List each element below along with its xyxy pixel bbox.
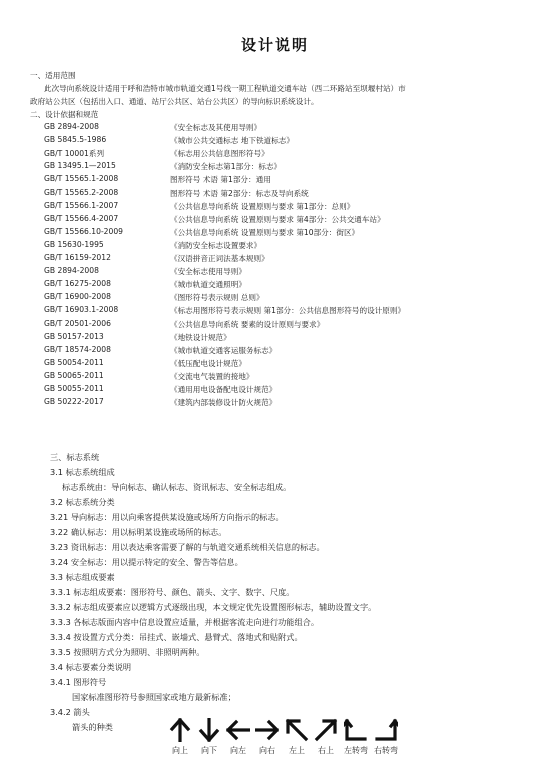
standard-code: GB/T 16159-2012 xyxy=(44,253,111,262)
section1-paragraph-line1: 此次导向系统设计适用于呼和浩特市城市轨道交通1号线一期工程轨道交通车站（西二环路站至坝堰村站）市 xyxy=(44,84,406,93)
standard-name: 《公共信息导向系统 设置原则与要求 第4部分：公共交通车站》 xyxy=(170,214,385,224)
section3-21-text: 3.21 导向标志：用以向乘客提供某设施或场所方向指示的标志。 xyxy=(50,512,284,522)
arrow-up-label: 向上 xyxy=(172,746,188,755)
standard-name: 《公共信息导向系统 设置原则与要求 第10部分：街区》 xyxy=(170,227,360,237)
standard-code: GB/T 20501-2006 xyxy=(44,318,111,328)
standard-code: GB/T 15565.1-2008 xyxy=(44,174,119,184)
section3-1-text: 标志系统由：导向标志、确认标志、资讯标志、安全标志组成。 xyxy=(62,482,292,492)
standard-code: GB/T 18574-2008 xyxy=(44,344,111,354)
arrow-up-left-icon xyxy=(285,718,309,742)
arrow-up-right-icon xyxy=(314,718,338,742)
standard-name: 《标志用图形符号表示规则 第1部分：公共信息图形符号的设计原则》 xyxy=(170,306,406,316)
arrow-left-icon xyxy=(226,718,250,742)
standard-name: 图形符号 术语 第2部分：标志及导向系统 xyxy=(170,188,309,198)
standard-name: 《消防安全标志设置要求》 xyxy=(170,240,262,250)
arrow-left-label: 向左 xyxy=(230,746,246,755)
standard-code: GB 50222-2017 xyxy=(44,397,104,407)
standard-code: GB/T 15566.1-2007 xyxy=(44,200,119,210)
standard-name: 《消防安全标志第1部分：标志》 xyxy=(170,162,282,172)
arrow-up-right-label: 右上 xyxy=(318,746,334,755)
standard-code: GB/T 16275-2008 xyxy=(44,279,111,289)
standard-name: 《交流电气装置的接地》 xyxy=(170,371,254,381)
section1-paragraph-line2: 政府站公共区（包括出入口、通道、站厅公共区、站台公共区）的导向标识系统设计。 xyxy=(30,97,319,106)
standard-code: GB 50157-2013 xyxy=(44,331,104,341)
page-title: 设计说明 xyxy=(240,36,309,54)
section3-23-text: 3.23 资讯标志：用以表达乘客需要了解的与轨道交通系统相关信息的标志。 xyxy=(50,542,325,552)
arrow-turn-right-icon xyxy=(374,718,398,742)
section3-4-2-text: 箭头的种类 xyxy=(72,722,113,732)
arrow-right-label: 向右 xyxy=(259,746,275,755)
standard-name: 《汉语拼音正词法基本规则》 xyxy=(170,254,269,263)
standard-name: 《城市轨道交通照明》 xyxy=(170,280,246,290)
section3-3-3-text: 3.3.3 各标志版面内容中信息设置应适量，并根据客流走向进行功能组合。 xyxy=(50,617,320,627)
standard-name: 《图形符号表示规则 总则》 xyxy=(170,293,264,303)
standard-name: 《地铁设计规范》 xyxy=(170,332,231,342)
arrow-turn-right-label: 右转弯 xyxy=(374,746,398,755)
arrow-turn-left-label: 左转弯 xyxy=(344,746,368,755)
standard-name: 《公共信息导向系统 要素的设计原则与要求》 xyxy=(170,319,325,329)
standard-name: 《通用用电设备配电设计规范》 xyxy=(170,385,277,394)
standard-code: GB 2894-2008 xyxy=(44,266,99,276)
arrow-up-icon xyxy=(169,718,191,742)
standard-code: GB 15630-1995 xyxy=(44,239,104,249)
standard-name: 《城市公共交通标志 地下铁道标志》 xyxy=(170,136,294,146)
section3-24-text: 3.24 安全标志：用以提示特定的安全、警告等信息。 xyxy=(50,557,243,567)
section3-3-1-text: 3.3.1 标志组成要素：图形符号、颜色、箭头、文字、数字、尺度。 xyxy=(50,587,295,597)
standard-name: 《安全标志及其使用导则》 xyxy=(170,123,262,132)
section3-3-heading: 3.3 标志组成要素 xyxy=(50,572,115,582)
arrow-turn-left-icon xyxy=(344,718,368,742)
standard-name: 《低压配电设计规范》 xyxy=(170,358,246,368)
arrow-right-icon xyxy=(255,718,279,742)
standard-name: 《公共信息导向系统 设置原则与要求 第1部分：总则》 xyxy=(170,201,355,211)
standard-code: GB 2894-2008 xyxy=(44,122,99,131)
standard-code: GB/T 16900-2008 xyxy=(44,292,111,302)
section3-22-text: 3.22 确认标志：用以标明某设施或场所的标志。 xyxy=(50,527,227,537)
standard-name: 《安全标志使用导则》 xyxy=(170,267,246,277)
section3-4-heading: 3.4 标志要素分类说明 xyxy=(50,662,132,672)
section3-3-4-text: 3.3.4 按设置方式分类：吊挂式、嵌墙式、悬臂式、落地式和贴附式。 xyxy=(50,632,303,642)
standard-code: GB/T 15566.10-2009 xyxy=(44,226,124,236)
arrow-types-row xyxy=(165,718,405,774)
standard-name: 《标志用公共信息图形符号》 xyxy=(170,149,269,159)
standard-name: 《建筑内部装修设计防火规范》 xyxy=(170,398,277,408)
standard-code: GB 50054-2011 xyxy=(44,357,104,367)
section3-4-1-text: 国家标准图形符号参照国家或地方最新标准； xyxy=(72,692,236,702)
standard-name: 图形符号 术语 第1部分：通用 xyxy=(170,175,271,185)
section3-heading: 三、标志系统 xyxy=(50,452,100,462)
standard-name: 《城市轨道交通客运服务标志》 xyxy=(170,345,277,355)
section3-1-heading: 3.1 标志系统组成 xyxy=(50,467,115,477)
standard-code: GB 13495.1—2015 xyxy=(44,161,116,171)
standard-code: GB/T 16903.1-2008 xyxy=(44,305,119,315)
section2-heading: 二、设计依据和规范 xyxy=(30,110,99,119)
standard-code: GB 50065-2011 xyxy=(44,370,104,380)
standard-code: GB 5845.5-1986 xyxy=(44,135,107,145)
section3-2-heading: 3.2 标志系统分类 xyxy=(50,497,115,507)
section3-3-5-text: 3.3.5 按照明方式分为照明、非照明两种。 xyxy=(50,647,205,657)
section3-3-2-text: 3.3.2 标志组成要素应以逻辑方式逐级出现，本文规定优先设置图形标志，辅助设置文字。 xyxy=(50,602,377,612)
section1-heading: 一、适用范围 xyxy=(30,71,76,80)
section3-4-1-heading: 3.4.1 图形符号 xyxy=(50,677,107,687)
arrow-turn-right-item xyxy=(371,718,401,774)
standard-code: GB 50055-2011 xyxy=(44,384,104,393)
standard-code: GB/T 10001系列 xyxy=(44,149,105,159)
arrow-down-icon xyxy=(198,718,220,742)
standard-code: GB/T 15565.2-2008 xyxy=(44,187,119,197)
standard-code: GB/T 15566.4-2007 xyxy=(44,213,119,223)
section3-4-2-heading: 3.4.2 箭头 xyxy=(50,707,90,717)
arrow-down-label: 向下 xyxy=(201,746,217,755)
arrow-up-left-label: 左上 xyxy=(289,746,305,755)
